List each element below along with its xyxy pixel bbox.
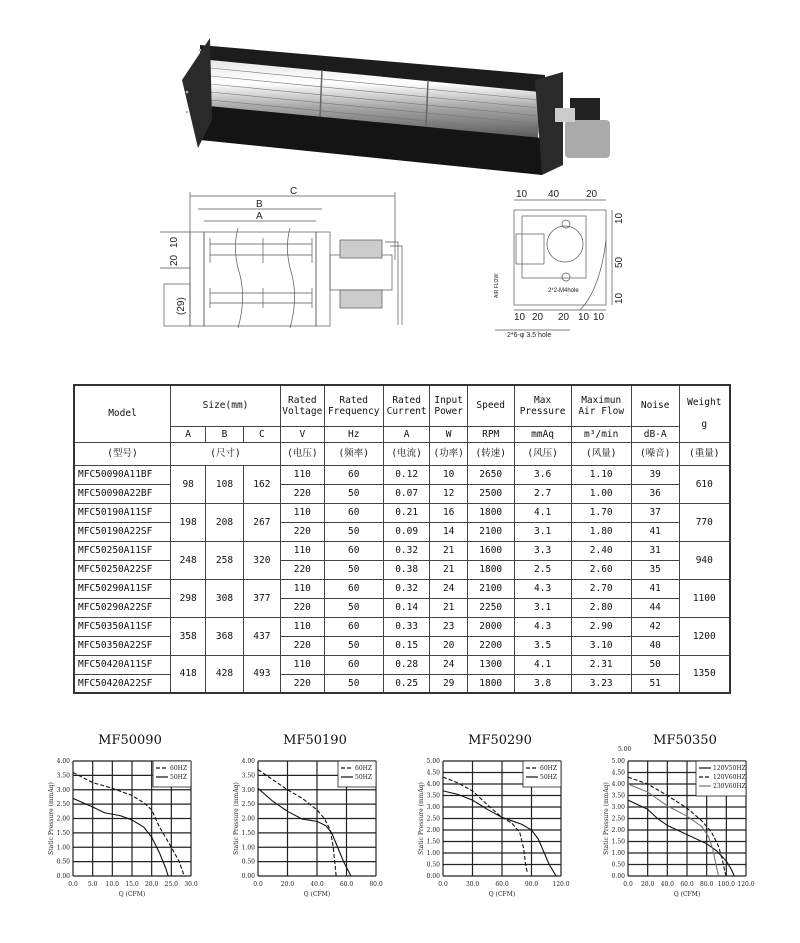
svg-text:1.00: 1.00: [426, 850, 440, 857]
svg-text:0.00: 0.00: [56, 873, 70, 880]
chart-plot: [40, 753, 220, 923]
cell-airflow: 2.40: [571, 541, 631, 560]
cell-noise: 41: [631, 579, 679, 598]
svg-text:50HZ: 50HZ: [170, 774, 188, 781]
header-frequency: Rated Frequency: [324, 385, 383, 426]
cell-frequency: 60: [324, 503, 383, 522]
cn-current: (电流): [383, 442, 430, 465]
svg-text:0.00: 0.00: [611, 873, 625, 880]
cell-pressure: 3.1: [514, 598, 571, 617]
svg-text:25.0: 25.0: [164, 881, 179, 888]
cell-model: MFC50290A22SF: [74, 598, 171, 617]
svg-text:0.0: 0.0: [253, 881, 263, 888]
cn-size: (尺寸): [171, 442, 281, 465]
svg-text:1.50: 1.50: [241, 829, 255, 837]
cell-frequency: 50: [324, 636, 383, 655]
cell-voltage: 220: [281, 484, 325, 503]
dim-right-50: 50: [614, 256, 625, 268]
end-dimension-drawing: [480, 180, 640, 340]
svg-text:3.00: 3.00: [56, 786, 70, 794]
cell-a: 358: [171, 617, 206, 655]
cell-airflow: 2.80: [571, 598, 631, 617]
unit-b: B: [206, 426, 243, 442]
cell-model: MFC50090A22BF: [74, 484, 171, 503]
cell-speed: 1800: [467, 560, 514, 579]
cell-pressure: 3.5: [514, 636, 571, 655]
cell-frequency: 50: [324, 598, 383, 617]
cell-weight: 770: [679, 503, 730, 541]
cell-airflow: 1.00: [571, 484, 631, 503]
cell-c: 162: [243, 465, 280, 503]
svg-text:0.50: 0.50: [611, 861, 625, 869]
cn-pressure: (风压): [514, 442, 571, 465]
dim-10-label: 10: [169, 236, 180, 248]
svg-text:60HZ: 60HZ: [540, 765, 558, 772]
table-row: [74, 503, 730, 522]
svg-text:1.00: 1.00: [611, 850, 625, 857]
dim-top-40: 40: [548, 189, 560, 200]
cell-voltage: 110: [281, 579, 325, 598]
cell-current: 0.28: [383, 655, 430, 674]
svg-text:30.0: 30.0: [184, 881, 198, 888]
dim-a-label: A: [256, 211, 263, 222]
chart-plot: [225, 753, 405, 923]
svg-text:Static Pressure (mmAq): Static Pressure (mmAq): [418, 782, 425, 855]
cell-speed: 1800: [467, 503, 514, 522]
cell-weight: 610: [679, 465, 730, 503]
svg-text:0.00: 0.00: [426, 873, 440, 880]
cell-c: 267: [243, 503, 280, 541]
cell-power: 21: [430, 560, 467, 579]
cell-pressure: 3.8: [514, 674, 571, 693]
svg-text:4.00: 4.00: [56, 758, 70, 765]
cell-current: 0.21: [383, 503, 430, 522]
cell-airflow: 3.23: [571, 674, 631, 693]
cell-power: 21: [430, 541, 467, 560]
svg-text:4.00: 4.00: [426, 781, 440, 788]
cell-pressure: 3.1: [514, 522, 571, 541]
svg-text:60.0: 60.0: [680, 881, 694, 888]
dim-bottom-10: 10: [514, 312, 526, 323]
airflow-label: AIR FLOW: [494, 273, 500, 298]
chart-title: MF50190: [283, 733, 347, 748]
cell-airflow: 3.10: [571, 636, 631, 655]
svg-text:40.0: 40.0: [310, 881, 324, 888]
svg-text:4.00: 4.00: [241, 758, 255, 765]
svg-text:100.0: 100.0: [717, 881, 735, 888]
svg-text:10.0: 10.0: [105, 881, 120, 888]
cell-voltage: 110: [281, 503, 325, 522]
cell-frequency: 50: [324, 674, 383, 693]
cell-b: 308: [206, 579, 243, 617]
cell-airflow: 1.70: [571, 503, 631, 522]
svg-text:1.50: 1.50: [56, 829, 70, 837]
svg-text:80.0: 80.0: [369, 881, 383, 888]
hole-label: 2*6-φ 3.5 hole: [507, 332, 552, 339]
dim-bottom-10c: 10: [593, 312, 605, 323]
cell-current: 0.14: [383, 598, 430, 617]
dim-bottom-20b: 20: [558, 312, 570, 323]
header-noise: Noise: [631, 385, 679, 426]
side-dimension-drawing: [150, 180, 430, 330]
cell-c: 493: [243, 655, 280, 693]
cell-noise: 31: [631, 541, 679, 560]
cell-current: 0.32: [383, 541, 430, 560]
cell-pressure: 4.1: [514, 655, 571, 674]
chart-title: MF50350: [653, 733, 717, 748]
svg-text:2.50: 2.50: [611, 815, 625, 823]
svg-text:120.0: 120.0: [552, 881, 570, 888]
svg-text:0.00: 0.00: [241, 873, 255, 880]
unit-a: A: [171, 426, 206, 442]
cell-airflow: 2.31: [571, 655, 631, 674]
cell-speed: 1800: [467, 674, 514, 693]
svg-text:Q (CFM): Q (CFM): [673, 891, 701, 898]
table-row: [74, 655, 730, 674]
cell-pressure: 3.3: [514, 541, 571, 560]
cn-frequency: (频率): [324, 442, 383, 465]
svg-text:3.00: 3.00: [241, 786, 255, 794]
cell-c: 320: [243, 541, 280, 579]
svg-text:30.0: 30.0: [465, 881, 480, 888]
cell-noise: 36: [631, 484, 679, 503]
svg-text:0.0: 0.0: [438, 881, 448, 888]
cell-voltage: 110: [281, 617, 325, 636]
unit-pressure: mmAq: [514, 426, 571, 442]
dim-top-10: 10: [516, 189, 528, 200]
dim-top-20: 20: [586, 189, 598, 200]
dim-20-label: 20: [169, 254, 180, 266]
svg-text:3.00: 3.00: [426, 804, 440, 811]
svg-text:60.0: 60.0: [495, 881, 509, 888]
table-row: [74, 465, 730, 484]
svg-text:50HZ: 50HZ: [355, 774, 373, 781]
cell-pressure: 3.6: [514, 465, 571, 484]
cell-noise: 39: [631, 465, 679, 484]
cell-current: 0.33: [383, 617, 430, 636]
header-current: Rated Current: [383, 385, 430, 426]
cell-pressure: 2.7: [514, 484, 571, 503]
cell-frequency: 50: [324, 560, 383, 579]
svg-text:Q (CFM): Q (CFM): [118, 891, 146, 898]
dim-bottom-20: 20: [532, 312, 544, 323]
dim-right-10: 10: [614, 212, 625, 224]
cell-noise: 35: [631, 560, 679, 579]
svg-text:230V60HZ: 230V60HZ: [713, 783, 746, 790]
svg-text:Static Pressure (mmAq): Static Pressure (mmAq): [603, 782, 610, 855]
product-photo: [170, 20, 630, 180]
cell-current: 0.09: [383, 522, 430, 541]
cn-weight: (重量): [679, 442, 730, 465]
table-body: [74, 465, 730, 693]
dim-c-label: C: [290, 186, 298, 197]
svg-text:0.0: 0.0: [623, 881, 633, 888]
table-row: [74, 541, 730, 560]
cell-speed: 2000: [467, 617, 514, 636]
chart-plot: [595, 746, 775, 923]
cell-a: 198: [171, 503, 206, 541]
spec-table: [73, 384, 731, 694]
svg-text:0.50: 0.50: [241, 858, 255, 866]
cell-b: 208: [206, 503, 243, 541]
svg-text:0.0: 0.0: [68, 881, 78, 888]
svg-text:120V60HZ: 120V60HZ: [713, 774, 746, 781]
svg-text:60HZ: 60HZ: [355, 765, 373, 772]
cn-speed: (转速): [467, 442, 514, 465]
cell-b: 108: [206, 465, 243, 503]
cell-airflow: 2.60: [571, 560, 631, 579]
unit-current: A: [383, 426, 430, 442]
cell-weight: 1200: [679, 617, 730, 655]
dim-b-label: B: [256, 199, 263, 210]
cell-current: 0.12: [383, 465, 430, 484]
cell-voltage: 220: [281, 598, 325, 617]
cell-noise: 37: [631, 503, 679, 522]
header-size: Size(mm): [171, 385, 281, 426]
unit-speed: RPM: [467, 426, 514, 442]
cell-a: 98: [171, 465, 206, 503]
svg-text:3.00: 3.00: [611, 804, 625, 811]
cell-frequency: 60: [324, 617, 383, 636]
unit-weight: g: [701, 419, 708, 431]
svg-text:Static Pressure (mmAq): Static Pressure (mmAq): [48, 782, 55, 855]
cell-power: 20: [430, 636, 467, 655]
cell-model: MFC50290A11SF: [74, 579, 171, 598]
svg-text:20.0: 20.0: [280, 881, 295, 888]
svg-text:2.50: 2.50: [241, 801, 255, 809]
cell-noise: 40: [631, 636, 679, 655]
cell-frequency: 50: [324, 484, 383, 503]
cell-current: 0.25: [383, 674, 430, 693]
svg-text:3.50: 3.50: [426, 792, 440, 800]
cell-speed: 1600: [467, 541, 514, 560]
m4hole-label: 2*2-M4hole: [548, 288, 579, 294]
cell-model: MFC50190A22SF: [74, 522, 171, 541]
cell-b: 258: [206, 541, 243, 579]
cell-speed: 2650: [467, 465, 514, 484]
cell-voltage: 110: [281, 465, 325, 484]
cell-pressure: 2.5: [514, 560, 571, 579]
cell-power: 24: [430, 579, 467, 598]
cell-model: MFC50250A11SF: [74, 541, 171, 560]
cell-a: 298: [171, 579, 206, 617]
chart-mf50090: [40, 733, 220, 923]
header-pressure: Max Pressure: [514, 385, 571, 426]
cell-speed: 2200: [467, 636, 514, 655]
cell-current: 0.07: [383, 484, 430, 503]
cell-pressure: 4.3: [514, 617, 571, 636]
cell-voltage: 220: [281, 522, 325, 541]
cell-weight: 1350: [679, 655, 730, 693]
unit-frequency: Hz: [324, 426, 383, 442]
table-row: [74, 617, 730, 636]
cell-voltage: 110: [281, 655, 325, 674]
cn-airflow: (风量): [571, 442, 631, 465]
cell-c: 437: [243, 617, 280, 655]
svg-text:1.00: 1.00: [241, 844, 255, 852]
cell-voltage: 220: [281, 674, 325, 693]
dim-29-label: (29): [176, 297, 187, 315]
svg-text:20.0: 20.0: [640, 881, 655, 888]
cell-frequency: 60: [324, 541, 383, 560]
cell-power: 14: [430, 522, 467, 541]
svg-text:80.0: 80.0: [699, 881, 714, 888]
svg-text:5.00: 5.00: [618, 746, 632, 753]
cell-airflow: 1.10: [571, 465, 631, 484]
svg-text:1.50: 1.50: [611, 838, 625, 846]
cell-voltage: 220: [281, 636, 325, 655]
chart-plot: [410, 753, 590, 923]
cell-current: 0.15: [383, 636, 430, 655]
header-power: Input Power: [430, 385, 467, 426]
cn-noise: (噪音): [631, 442, 679, 465]
chart-title: MF50290: [468, 733, 532, 748]
cn-power: (功率): [430, 442, 467, 465]
cell-weight: 940: [679, 541, 730, 579]
cell-current: 0.32: [383, 579, 430, 598]
svg-text:50HZ: 50HZ: [540, 774, 558, 781]
chart-mf50290: [410, 733, 590, 923]
unit-voltage: V: [281, 426, 325, 442]
cell-power: 29: [430, 674, 467, 693]
svg-text:90.0: 90.0: [524, 881, 539, 888]
cell-model: MFC50250A22SF: [74, 560, 171, 579]
svg-text:0.50: 0.50: [426, 861, 440, 869]
cell-a: 248: [171, 541, 206, 579]
svg-text:5.00: 5.00: [611, 758, 625, 765]
cell-voltage: 220: [281, 560, 325, 579]
cell-power: 24: [430, 655, 467, 674]
cell-noise: 44: [631, 598, 679, 617]
cn-model: (型号): [74, 442, 171, 465]
cell-power: 10: [430, 465, 467, 484]
svg-text:4.50: 4.50: [611, 769, 625, 777]
svg-text:20.0: 20.0: [144, 881, 159, 888]
cell-c: 377: [243, 579, 280, 617]
cell-model: MFC50350A11SF: [74, 617, 171, 636]
svg-text:4.00: 4.00: [611, 781, 625, 788]
svg-text:15.0: 15.0: [125, 881, 139, 888]
cn-voltage: (电压): [281, 442, 325, 465]
svg-text:1.00: 1.00: [56, 844, 70, 852]
svg-text:3.50: 3.50: [241, 772, 255, 780]
table-row: [74, 579, 730, 598]
svg-text:3.50: 3.50: [611, 792, 625, 800]
chart-mf50190: [225, 733, 405, 923]
dim-bottom-10b: 10: [578, 312, 590, 323]
cell-airflow: 1.80: [571, 522, 631, 541]
cell-voltage: 110: [281, 541, 325, 560]
cell-b: 428: [206, 655, 243, 693]
svg-text:Static Pressure (mmAq): Static Pressure (mmAq): [233, 782, 240, 855]
cell-frequency: 60: [324, 579, 383, 598]
unit-power: W: [430, 426, 467, 442]
chart-title: MF50090: [98, 733, 162, 748]
cell-model: MFC50420A11SF: [74, 655, 171, 674]
cell-noise: 42: [631, 617, 679, 636]
svg-text:Q (CFM): Q (CFM): [488, 891, 516, 898]
cell-model: MFC50350A22SF: [74, 636, 171, 655]
cell-speed: 2250: [467, 598, 514, 617]
svg-text:60HZ: 60HZ: [170, 765, 188, 772]
chart-mf50350: [595, 733, 775, 923]
svg-text:60.0: 60.0: [339, 881, 354, 888]
svg-text:2.00: 2.00: [426, 827, 440, 834]
cell-speed: 1300: [467, 655, 514, 674]
svg-text:40.0: 40.0: [660, 881, 675, 888]
cell-power: 16: [430, 503, 467, 522]
svg-text:120V50HZ: 120V50HZ: [713, 765, 746, 772]
svg-text:2.00: 2.00: [611, 827, 625, 834]
cell-weight: 1100: [679, 579, 730, 617]
cell-noise: 51: [631, 674, 679, 693]
svg-text:5.0: 5.0: [87, 881, 98, 888]
cell-frequency: 50: [324, 522, 383, 541]
cell-frequency: 60: [324, 655, 383, 674]
cell-speed: 2100: [467, 522, 514, 541]
header-weight: [679, 385, 730, 442]
svg-text:2.50: 2.50: [56, 801, 70, 809]
svg-text:3.50: 3.50: [56, 772, 70, 780]
cell-speed: 2500: [467, 484, 514, 503]
unit-noise: dB-A: [631, 426, 679, 442]
cell-a: 418: [171, 655, 206, 693]
header-weight-label: Weight: [687, 397, 722, 409]
cell-current: 0.38: [383, 560, 430, 579]
cell-airflow: 2.70: [571, 579, 631, 598]
svg-text:Q (CFM): Q (CFM): [303, 891, 331, 898]
cell-pressure: 4.3: [514, 579, 571, 598]
header-speed: Speed: [467, 385, 514, 426]
svg-text:1.50: 1.50: [426, 838, 440, 846]
cell-noise: 41: [631, 522, 679, 541]
svg-text:2.50: 2.50: [426, 815, 440, 823]
header-voltage: Rated Voltage: [281, 385, 325, 426]
cell-model: MFC50420A22SF: [74, 674, 171, 693]
header-airflow: Maximun Air Flow: [571, 385, 631, 426]
unit-c: C: [243, 426, 280, 442]
svg-text:2.00: 2.00: [241, 815, 255, 823]
cell-speed: 2100: [467, 579, 514, 598]
cell-model: MFC50090A11BF: [74, 465, 171, 484]
cell-frequency: 60: [324, 465, 383, 484]
header-model: Model: [74, 385, 171, 442]
cell-power: 23: [430, 617, 467, 636]
unit-airflow: m³/min: [571, 426, 631, 442]
cell-power: 12: [430, 484, 467, 503]
cell-power: 21: [430, 598, 467, 617]
svg-text:120.0: 120.0: [737, 881, 755, 888]
cell-b: 368: [206, 617, 243, 655]
svg-text:4.50: 4.50: [426, 769, 440, 777]
cell-noise: 50: [631, 655, 679, 674]
cell-model: MFC50190A11SF: [74, 503, 171, 522]
svg-text:5.00: 5.00: [426, 758, 440, 765]
dim-right-10b: 10: [614, 292, 625, 304]
cell-airflow: 2.90: [571, 617, 631, 636]
cell-pressure: 4.1: [514, 503, 571, 522]
svg-text:0.50: 0.50: [56, 858, 70, 866]
svg-text:2.00: 2.00: [56, 815, 70, 823]
